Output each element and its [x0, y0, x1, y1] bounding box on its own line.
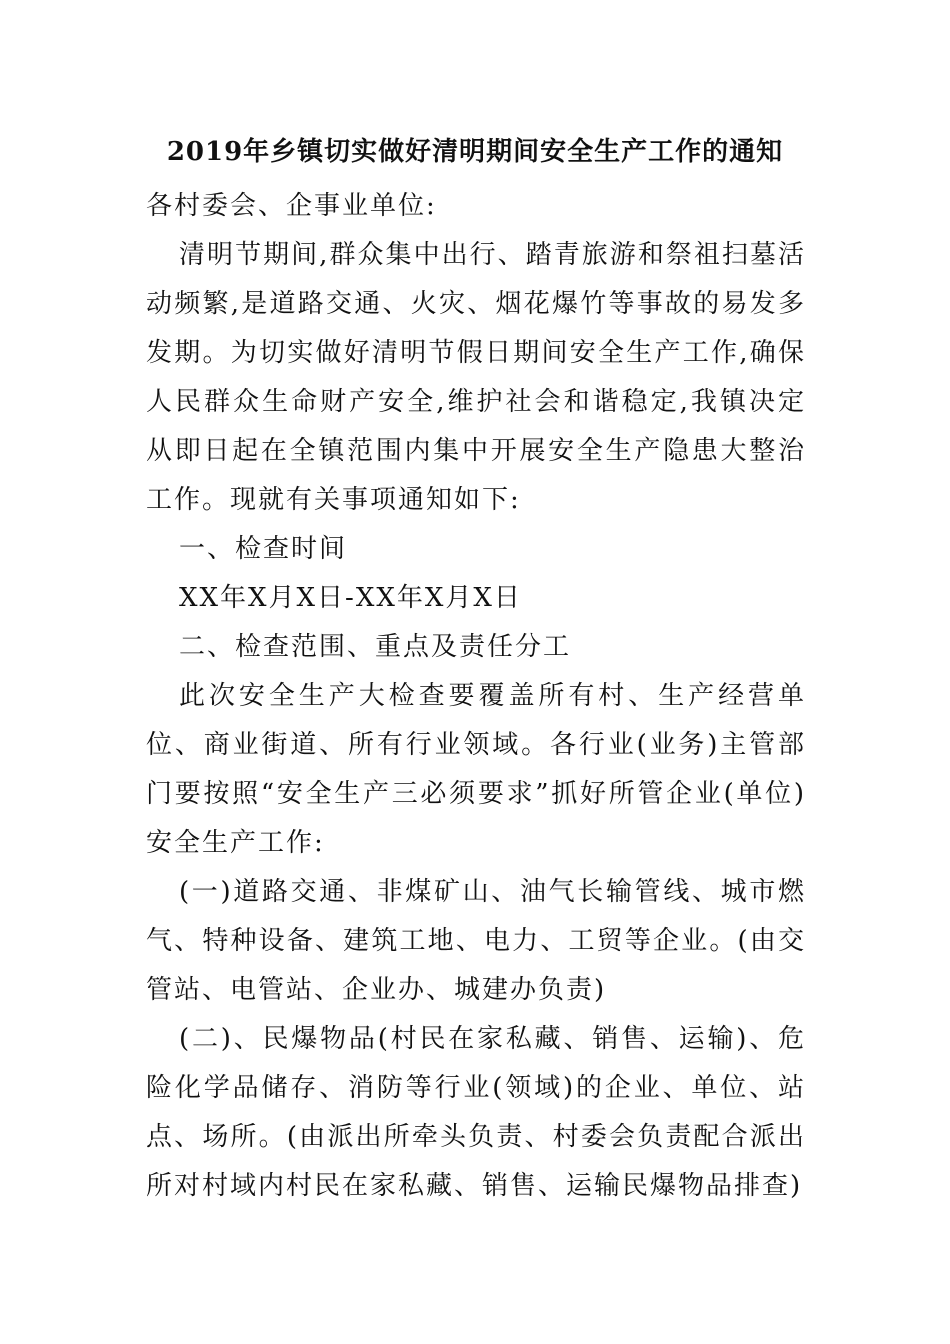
document-title: 2019年乡镇切实做好清明期间安全生产工作的通知	[166, 137, 784, 167]
item-two-paragraph: (二)、民爆物品(村民在家私藏、销售、运输)、危险化学品储存、消防等行业(领域)的企业、单位、站点、场所。(由派出所牵头负责、村委会负责配合派出所对村域内村民在家私藏、销售、运输民爆物品排查)	[146, 1024, 806, 1201]
scope-paragraph: 此次安全生产大检查要覆盖所有村、生产经营单位、商业街道、所有行业领域。各行业(业务)主管部门要按照“安全生产三必须要求”抓好所管企业(单位)安全生产工作:	[146, 681, 806, 858]
item-one-paragraph: (一)道路交通、非煤矿山、油气长输管线、城市燃气、特种设备、建筑工地、电力、工贸等企业。(由交管站、电管站、企业办、城建办负责)	[146, 877, 806, 1005]
section-heading-inspection-time: 一、检查时间	[179, 534, 348, 564]
intro-paragraph: 清明节期间,群众集中出行、踏青旅游和祭祖扫墓活动频繁,是道路交通、火灾、烟花爆竹等事故的易发多发期。为切实做好清明节假日期间安全生产工作,确保人民群众生命财产安全,维护社会和谐稳定,我镇决定从即日起在全镇范围内集中开展安全生产隐患大整治工作。现就有关事项通知如下:	[146, 240, 806, 515]
salutation: 各村委会、企事业单位:	[146, 191, 437, 221]
section-heading-inspection-scope: 二、检查范围、重点及责任分工	[179, 632, 572, 662]
document-body	[146, 182, 806, 1211]
inspection-time-value: XX年X月X日-XX年X月X日	[179, 583, 522, 613]
